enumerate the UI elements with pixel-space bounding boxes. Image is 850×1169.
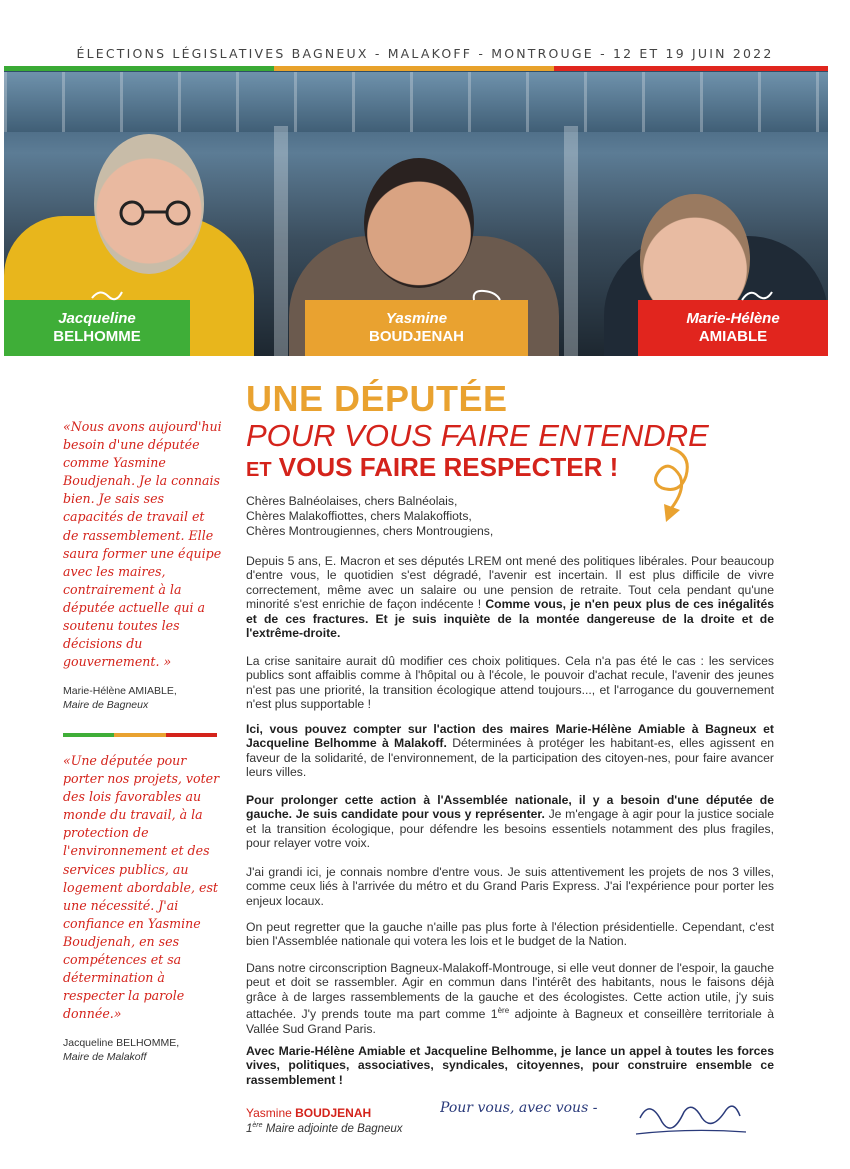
greeting-line: Chères Montrougiennes, chers Montrougiens, xyxy=(246,524,494,538)
paragraph-bold: Pour prolonger cette action à l'Assemblée nationale, il y a besoin d'une députée de gauche. Je suis candidate pour vous y représenter. xyxy=(246,793,774,822)
paragraph-3 xyxy=(246,722,774,780)
paragraph-text: Je m'engage à agir pour la justice sociale et la transition écologique, pour défendre les besoins essentiels notamment des plus fragiles, pour relayer votre voix. xyxy=(246,807,774,851)
paragraph-5: J'ai grandi ici, je connais nombre d'entre vous. Je suis attentivement les projets de nos 3 villes, comme ceux liés à l'arrivée du métro et du Grand Paris Express. J'ai l'expérience pour porter les enjeux locaux. xyxy=(246,865,774,908)
stripe-orange xyxy=(274,66,554,71)
quote-signer: Marie-Hélène AMIABLE, xyxy=(63,685,177,698)
quote-signer-role: Maire de Malakoff xyxy=(63,1051,147,1064)
handwritten-signature xyxy=(440,1088,750,1148)
headline-line-3 xyxy=(246,452,618,483)
signer-role xyxy=(246,1122,403,1135)
role-number: 1 xyxy=(246,1122,253,1135)
paragraph-1 xyxy=(246,554,774,640)
station-post xyxy=(274,126,288,356)
glasses-icon xyxy=(112,200,200,226)
name-tag-belhomme xyxy=(4,300,190,356)
paragraph-8 xyxy=(246,1044,774,1087)
paragraph-6: On peut regretter que la gauche n'aille pas plus forte à l'élection présidentielle. Cependant, c'est bien l'Assemblée nationale qui votera les lois et le budget de la Nation. xyxy=(246,920,774,949)
quote-text: «Une députée pour porter nos projets, voter des lois favorables au monde du travail, à la protection de l'environnement et des services publics, au logement abordable, est une nécessité. J'ai confiance en Yasmine Boudjenah, en ses compétences et sa détermination à respecter la parole donnée.» xyxy=(63,753,220,1022)
greeting-line: Chères Malakoffiottes, chers Malakoffiots, xyxy=(246,509,472,523)
paragraph-bold: Avec Marie-Hélène Amiable et Jacqueline Belhomme, je lance un appel à toutes les forces vives, politiques, associatives, syndicales, citoyennes, pour construire ensemble ce rassemblement ! xyxy=(246,1044,774,1087)
station-roof xyxy=(4,72,828,132)
headline-line-2: POUR VOUS FAIRE ENTENDRE xyxy=(246,418,709,453)
swoosh-icon xyxy=(740,288,774,302)
paragraph-2: La crise sanitaire aurait dû modifier ces choix politiques. Cela n'a pas été le cas : les services publics sont affaiblis comme à l'hôpital ou à l'école, le pouvoir d'achat recule, l'avenir des jeunes n'est pas une priorité, la transition écologique attend toujours..., et l'arrogance du gouvernement n'est plus supportable ! xyxy=(246,654,774,712)
greeting-line: Chères Balnéolaises, chers Balnéolais, xyxy=(246,494,458,508)
station-post xyxy=(564,126,578,356)
name-tag-amiable xyxy=(638,300,828,356)
paragraph-7 xyxy=(246,961,774,1036)
superscript: ère xyxy=(497,1006,510,1016)
headline-main: VOUS FAIRE RESPECTER ! xyxy=(278,452,619,482)
signer-name xyxy=(246,1106,371,1120)
tag-last-name: AMIABLE xyxy=(698,328,768,345)
swoosh-icon xyxy=(470,288,504,302)
signer-first: Yasmine xyxy=(246,1106,292,1120)
paragraph-text: Déterminées à protéger les habitant-es, elles agissent en faveur de la solidarité, de l'environnement, de la participation des citoyen-nes, pour faire avancer leurs villes. xyxy=(246,736,774,780)
tag-first-name: Marie-Hélène xyxy=(686,310,780,327)
role-text: Maire adjointe de Bagneux xyxy=(262,1122,403,1135)
signer-last: BOUDJENAH xyxy=(295,1106,372,1120)
quote-belhomme xyxy=(63,752,223,1063)
tag-last-name: BELHOMME xyxy=(53,328,141,345)
sidebar-divider xyxy=(63,733,217,737)
paragraph-bold: Comme vous, je n'en peux plus de ces inégalités et de ces fractures. Et je suis inquiète de la montée dangereuse de la droite et de l'extrême-droite. xyxy=(246,597,774,641)
quote-amiable xyxy=(63,418,223,711)
election-header: ÉLECTIONS LÉGISLATIVES BAGNEUX - MALAKOFF - MONTROUGE - 12 ET 19 JUIN 2022 xyxy=(76,46,774,61)
headline-line-1: UNE DÉPUTÉE xyxy=(246,378,508,419)
paragraph-text: adjointe à Bagneux et conseillère territoriale à Vallée Sud Grand Paris. xyxy=(246,1007,774,1036)
superscript: ère xyxy=(252,1122,263,1129)
stripe-green xyxy=(4,66,274,71)
name-tag-boudjenah xyxy=(305,300,528,356)
paragraph-text: Depuis 5 ans, E. Macron et ses députés LREM ont mené des politiques libérales. Pour beaucoup d'entre vous, le quotidien s'est dégradé, l'avenir est incertain. Il est plus difficile de vivre correctement, même avec un salaire ou une pension de retraite. Tout cela pendant qu'une minorité s'est enrichie de façon indécente ! xyxy=(246,554,774,612)
quote-signer-role: Maire de Bagneux xyxy=(63,699,149,712)
greeting xyxy=(246,494,774,539)
tag-last-name: BOUDJENAH xyxy=(368,328,464,345)
paragraph-text: Dans notre circonscription Bagneux-Malakoff-Montrouge, si elle veut donner de l'espoir, la gauche peut et doit se rassembler. Agir en commun dans l'intérêt des habitants, nous le faisons déjà grâce à de larges rassemblements de la gauche et des écologistes. Cette action utile, j'y suis attachée. J'y prends toute ma part comme 1 xyxy=(246,961,774,1022)
quote-signer: Jacqueline BELHOMME, xyxy=(63,1037,180,1050)
quote-text: «Nous avons aujourd'hui besoin d'une députée comme Yasmine Boudjenah. Je la connais bien. Je sais ses capacités de travail et de rassemblement. Elle saura former une équipe avec les maires, contrairement à la députée actuelle qui a soutenu toutes les décisions du gouvernement. » xyxy=(63,419,222,670)
paragraph-4 xyxy=(246,793,774,851)
person-2-head xyxy=(364,158,474,288)
swoosh-icon xyxy=(90,288,124,302)
tag-first-name: Jacqueline xyxy=(58,310,136,327)
headline-prefix: ET xyxy=(246,459,272,481)
stripe-red xyxy=(554,66,828,71)
tag-first-name: Yasmine xyxy=(385,310,448,327)
handwritten-note: Pour vous, avec vous - xyxy=(440,1100,598,1116)
paragraph-bold: Ici, vous pouvez compter sur l'action des maires Marie-Hélène Amiable à Bagneux et Jacqueline Belhomme à Malakoff. xyxy=(246,722,774,751)
